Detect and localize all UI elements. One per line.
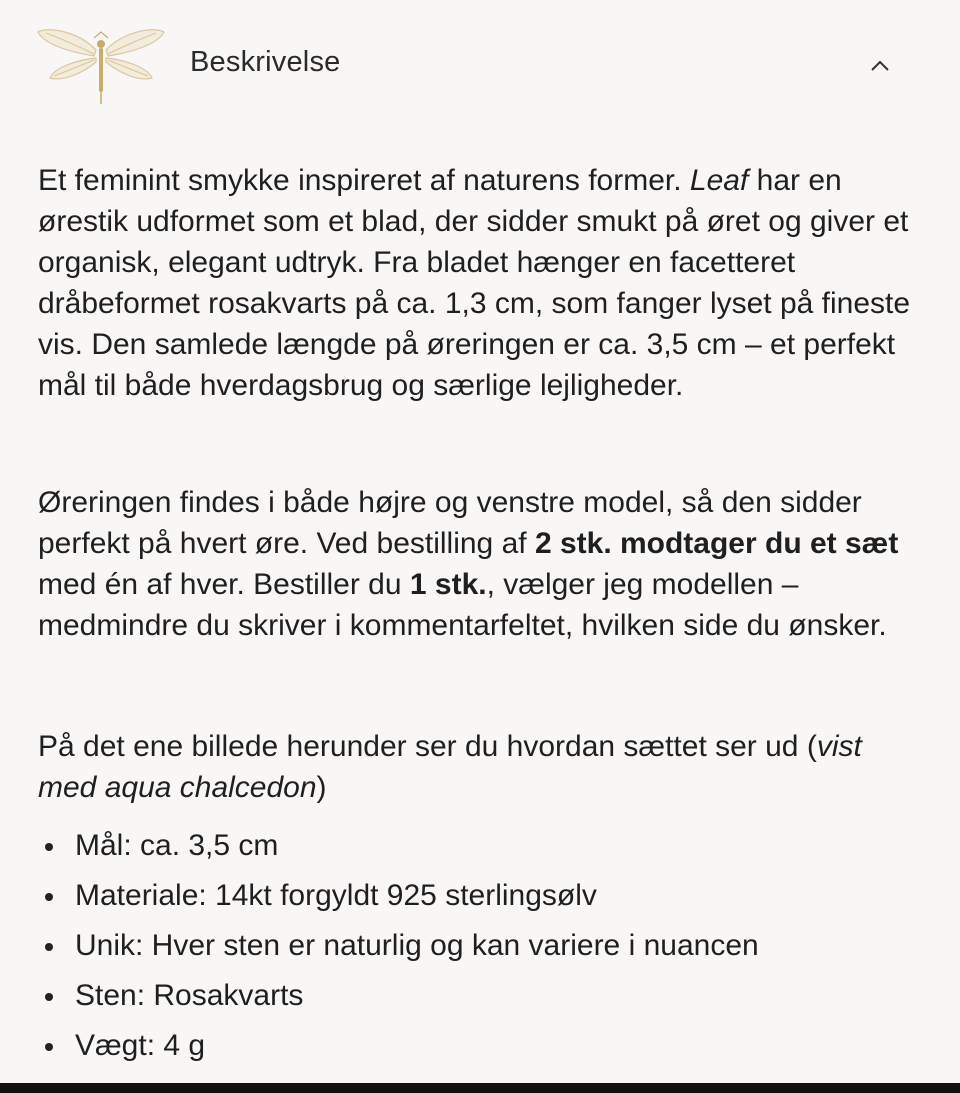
list-item: Materiale: 14kt forgyldt 925 sterlingsølv (38, 873, 928, 923)
dragonfly-icon (34, 24, 168, 108)
description-accordion-header[interactable] (0, 0, 960, 130)
list-item: Sten: Rosakvarts (38, 973, 928, 1023)
description-paragraph-3: På det ene billede herunder ser du hvordan sættet ser ud (vist med aqua chalcedon) (38, 730, 862, 804)
chevron-up-icon[interactable] (862, 50, 898, 82)
bottom-edge (0, 1083, 960, 1093)
description-paragraph-1: Et feminint smykke inspireret af naturens former. Leaf har en ørestik udformet som et blad, der sidder smukt på øret og giver et organisk, elegant udtryk. Fra bladet hænger en facetteret dråbeformet rosakvarts på ca. 1,3 cm, som fanger lyset på fineste vis. Den samlede længde på øreringen er ca. 3,5 cm – et perfekt mål til både hverdagsbrug og særlige lejligheder. (38, 164, 911, 402)
list-item: Mål: ca. 3,5 cm (38, 823, 928, 873)
list-item: Unik: Hver sten er naturlig og kan variere i nuancen (38, 923, 928, 973)
specs-list (38, 823, 928, 1073)
description-paragraph-2: Øreringen findes i både højre og venstre model, så den sidder perfekt på hvert øre. Ved bestilling af 2 stk. modtager du et sæt med én af hver. Bestiller du 1 stk., vælger jeg modellen – medmindre du skriver i kommentarfeltet, hvilken side du ønsker. (38, 486, 899, 642)
list-item: Vægt: 4 g (38, 1023, 928, 1073)
section-title: Beskrivelse (190, 46, 341, 78)
